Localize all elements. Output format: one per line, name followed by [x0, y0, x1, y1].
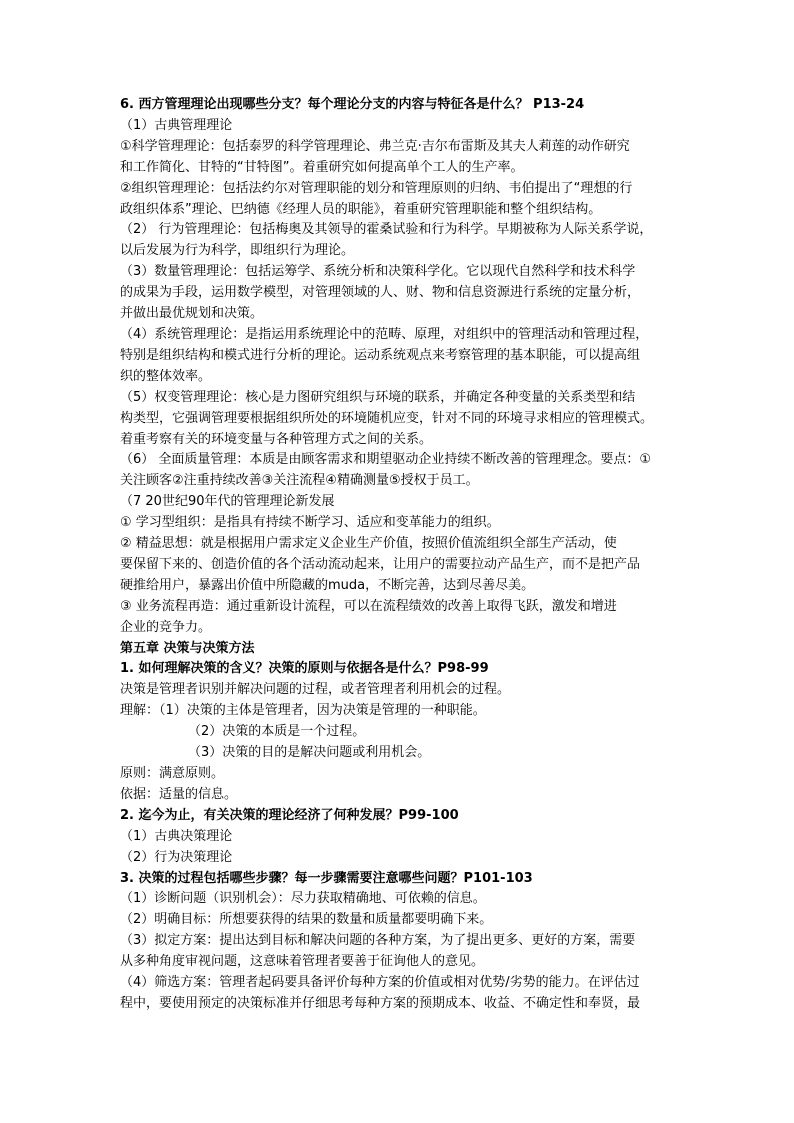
- text-line: （4）筛选方案：管理者起码要具备评价每种方案的价值或相对优势/劣势的能力。在评估过: [120, 975, 640, 991]
- text-line: （3）数量管理理论：包括运筹学、系统分析和决策科学化。它以现代自然科学和技术科学: [120, 264, 636, 280]
- text-line: （1）古典决策理论: [120, 828, 233, 844]
- text-line: ③ 业务流程再造：通过重新设计流程，可以在流程绩效的改善上取得飞跃，激发和增进: [120, 598, 617, 614]
- heading-line: 6. 西方管理理论出现哪些分支？每个理论分支的内容与特征各是什么？ P13-24: [120, 97, 585, 112]
- text-line: 织的整体效率。: [120, 368, 212, 384]
- text-line: 和工作简化、甘特的“甘特图”。着重研究如何提高单个工人的生产率。: [120, 159, 524, 175]
- text-line: （5）权变管理理论：核心是力图研究组织与环境的联系，并确定各种变量的关系类型和结: [120, 389, 636, 405]
- text-line: 的成果为手段，运用数学模型，对管理领域的人、财、物和信息资源进行系统的定量分析，: [120, 285, 641, 301]
- heading-line: 2. 迄今为止，有关决策的理论经济了何种发展？P99-100: [120, 807, 459, 823]
- text-line: （2）决策的本质是一个过程。: [188, 724, 366, 740]
- text-line: 原则：满意原则。: [120, 766, 225, 781]
- text-line: （1）古典管理理论: [120, 117, 233, 133]
- text-line: 关注顾客②注重持续改善③关注流程④精确测量⑤授权于员工。: [120, 473, 479, 489]
- text-line: （2）明确目标：所想要获得的结果的数量和质量都要明确下来。: [120, 912, 493, 928]
- heading-line: 第五章 决策与决策方法: [120, 640, 255, 656]
- text-line: 程中，要使用预定的决策标准并仔细思考每种方案的预期成本、收益、不确定性和奉贤，最: [120, 995, 641, 1011]
- text-line: ① 学习型组织：是指具有持续不断学习、适应和变革能力的组织。: [120, 515, 500, 531]
- text-line: ② 精益思想：就是根据用户需求定义企业生产价值，按照价值流组织全部生产活动，使: [120, 536, 617, 552]
- text-line: ②组织管理理论：包括法约尔对管理职能的划分和管理原则的归纳、韦伯提出了“理想的行: [120, 180, 633, 196]
- text-line: 特别是组织结构和模式进行分析的理论。运动系统观点来考察管理的基本职能，可以提高组: [120, 347, 641, 363]
- heading-line: 1. 如何理解决策的含义？决策的原则与依据各是什么？P98-99: [120, 661, 489, 677]
- text-line: 构类型，它强调管理要根据组织所处的环境随机应变，针对不同的环境寻求相应的管理模式。: [120, 410, 654, 426]
- text-line: （7 20世纪90年代的管理理论新发展: [120, 494, 335, 510]
- text-line: （4）系统管理理论：是指运用系统理论中的范畴、原理，对组织中的管理活动和管理过程，: [120, 326, 649, 342]
- text-line: （2） 行为管理理论：包括梅奥及其领导的霍桑试验和行为科学。早期被称为人际关系学说，: [120, 222, 653, 238]
- text-line: 硬推给用户，暴露出价值中所隐藏的muda，不断完善，达到尽善尽美。: [120, 577, 535, 593]
- text-line: （3）决策的目的是解决问题或利用机会。: [188, 745, 431, 761]
- heading-line: 3. 决策的过程包括哪些步骤？每一步骤需要注意哪些问题？P101-103: [120, 870, 533, 886]
- text-line: （1）诊断问题（识别机会）：尽力获取精确地、可依赖的信息。: [120, 891, 486, 907]
- text-line: （6） 全面质量管理：本质是由顾客需求和期望驱动企业持续不断改善的管理理念。要点：①: [120, 452, 652, 468]
- text-line: 理解：（1）决策的主体是管理者，因为决策是管理的一种职能。: [120, 703, 486, 719]
- text-line: 以后发展为行为科学，即组织行为理论。: [120, 243, 355, 259]
- text-line: 企业的竞争力。: [120, 619, 212, 635]
- text-line: 并做出最优规划和决策。: [120, 306, 264, 322]
- text-line: （2）行为决策理论: [120, 849, 233, 865]
- text-line: 依据：适量的信息。: [120, 786, 238, 802]
- text-line: 政组织体系”理论、巴纳德《经理人员的职能》，着重研究管理职能和整个组织结构。: [120, 201, 602, 217]
- text-line: （3）拟定方案：提出达到目标和解决问题的各种方案，为了提出更多、更好的方案，需要: [120, 933, 636, 949]
- text-line: 着重考察有关的环境变量与各种管理方式之间的关系。: [120, 431, 433, 447]
- text-line: 决策是管理者识别并解决问题的过程，或者管理者利用机会的过程。: [120, 682, 511, 698]
- text-line: 从多种角度审视问题，这意味着管理者要善于征询他人的意见。: [120, 954, 485, 970]
- text-line: 要保留下来的、创造价值的各个活动流动起来，让用户的需要拉动产品生产，而不是把产品: [120, 556, 641, 572]
- text-line: ①科学管理理论：包括泰罗的科学管理理论、弗兰克·吉尔布雷斯及其夫人莉莲的动作研究: [120, 138, 630, 154]
